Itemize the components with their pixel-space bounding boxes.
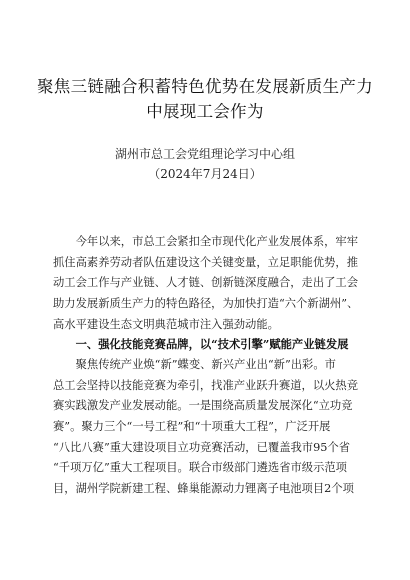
paragraph-line: “千项万亿”重大工程项目。联合市级部门遴选省市级示范项 — [53, 461, 347, 475]
document-date: （2024年7月24日） — [148, 167, 262, 181]
paragraph-line: 抓住高素养劳动者队伍建设这个关键变量，立足职能优势，推 — [53, 255, 359, 269]
paragraph-line: “八比八赛”重大建设项目立功竞赛活动，已覆盖我市95个省 — [53, 440, 351, 454]
paragraph-line: 总工会坚持以技能竞赛为牵引，找准产业跃升赛道，以火热竞 — [53, 378, 359, 392]
paragraph-line: 聚焦传统产业焕“新”蝶变、新兴产业出“新”出彩。市 — [53, 358, 336, 371]
paragraph-line: 助力发展新质生产力的特色路径，为加快打造“六个新湖州”、 — [53, 297, 359, 311]
paragraph-line: 赛实践激发产业发展动能。一是围绕高质量发展深化“立功竞 — [53, 399, 353, 413]
paragraph-line: 动工会工作与产业链、人才链、创新链深度融合，走出了工会 — [53, 276, 359, 290]
document-title-line-1: 聚焦三链融合积蓄特色优势在发展新质生产力 — [37, 77, 373, 96]
paragraph-line: 赛”。聚力三个“一号工程”和“十项重大工程”，广泛开展 — [53, 420, 331, 434]
paragraph-section-1 — [53, 355, 365, 500]
paragraph-line: 高水平建设生态文明典范城市注入强劲动能。 — [53, 317, 279, 331]
paragraph-intro — [53, 232, 365, 335]
document-title-line-2: 中展现工会作为 — [146, 102, 264, 121]
paragraph-line: 今年以来，市总工会紧扣全市现代化产业发展体系，牢牢 — [53, 235, 359, 248]
paragraph-line: 目，湖州学院新建工程、蜂巢能源动力锂离子电池项目2个项 — [53, 482, 354, 496]
section-heading-1: 一、强化技能竞赛品牌，以“技术引擎”赋能产业链发展 — [53, 337, 349, 351]
document-author: 湖州市总工会党组理论学习中心组 — [114, 147, 295, 161]
